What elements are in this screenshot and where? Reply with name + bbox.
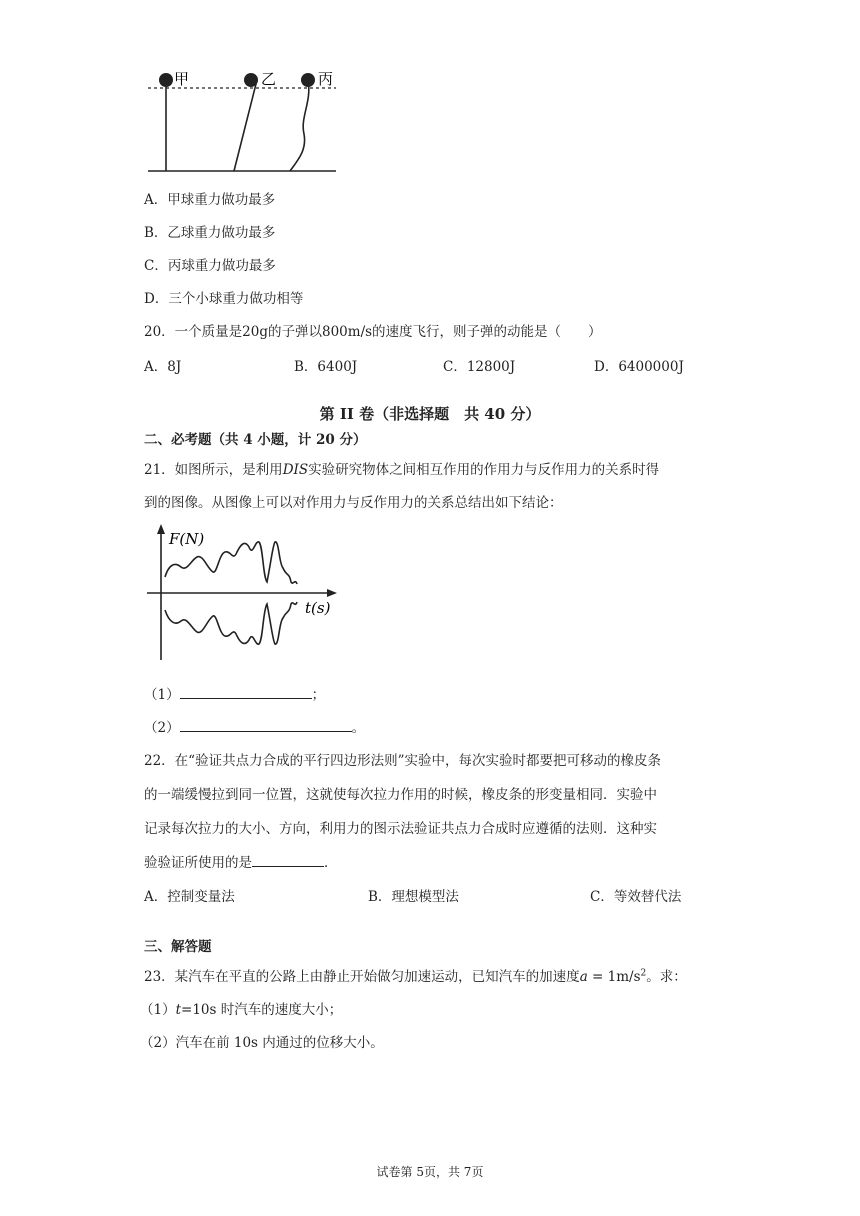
q22-option-b: B．理想模型法 xyxy=(368,889,459,905)
q22-option-a: A．控制变量法 xyxy=(144,889,235,905)
q21-line1 xyxy=(144,458,659,478)
y-axis-arrow xyxy=(157,524,165,534)
q22-line2: 的一端缓慢拉到同一位置，这就使每次拉力作用的时候，橡皮条的形变量相同．实验中 xyxy=(144,787,657,803)
q23-stem xyxy=(144,965,687,985)
page-footer: 试卷第 5页，共 7页 xyxy=(376,1165,484,1179)
label-bing: 丙 xyxy=(318,70,334,88)
q20-option-b: B．6400J xyxy=(294,359,358,375)
q21-blank1-end: ； xyxy=(311,687,326,703)
label-jia: 甲 xyxy=(174,70,190,88)
ball-yi xyxy=(244,73,258,87)
q22-blank[interactable] xyxy=(252,852,324,867)
q22-line1: 22．在“验证共点力合成的平行四边形法则”实验中，每次实验时都要把可移动的橡皮条 xyxy=(144,753,661,769)
force-graph xyxy=(145,522,345,664)
q19-option-d: D．三个小球重力做功相等 xyxy=(144,291,304,307)
section2-title: 第 II 卷（非选择题 共 40 分） xyxy=(319,405,541,423)
q23-part1 xyxy=(140,998,342,1018)
string-yi xyxy=(234,80,257,171)
q22-line4-prefix: 验验证所使用的是 xyxy=(144,855,252,871)
q21-line2: 到的图像。从图像上可以对作用力与反作用力的关系总结出如下结论： xyxy=(144,495,563,511)
q20-stem: 20．一个质量是20g的子弹以800m/s的速度飞行，则子弹的动能是（ ） xyxy=(144,324,602,340)
q21-line1-suffix: 实验研究物体之间相互作用的作用力与反作用力的关系时得 xyxy=(308,462,660,478)
q22-line3: 记录每次拉力的大小、方向，利用力的图示法验证共点力合成时应遵循的法则．这种实 xyxy=(144,821,657,837)
q21-blank2-label: （2） xyxy=(144,720,180,736)
q21-blank1[interactable] xyxy=(180,684,312,699)
label-yi: 乙 xyxy=(261,70,277,88)
q23-formula-var: a xyxy=(579,969,588,985)
q19-option-c: C．丙球重力做功最多 xyxy=(144,258,276,274)
x-axis-arrow xyxy=(327,589,337,597)
balls-figure xyxy=(140,62,340,174)
q20-option-d: D．6400000J xyxy=(594,359,684,375)
q19-option-a: A．甲球重力做功最多 xyxy=(144,192,276,208)
string-bing xyxy=(290,80,309,171)
q21-blank2-row xyxy=(144,716,365,736)
q23-stem-text: 23．某汽车在平直的公路上由静止开始做匀加速运动，已知汽车的加速度 xyxy=(144,969,580,985)
q22-line4-end: ． xyxy=(324,855,338,871)
ball-bing xyxy=(301,73,315,87)
section2-heading: 二、必考题（共 4 小题，计 20 分） xyxy=(144,432,367,448)
q19-option-b: B．乙球重力做功最多 xyxy=(144,225,276,241)
q20-option-c: C．12800J xyxy=(443,359,516,375)
q21-blank2[interactable] xyxy=(180,717,352,732)
ball-jia xyxy=(159,73,173,87)
q23-formula-exp: 2 xyxy=(640,968,647,979)
x-axis-label: t(s) xyxy=(305,599,331,617)
q21-blank1-row xyxy=(144,683,325,703)
q23-part1-var: t xyxy=(175,1002,182,1018)
y-axis-label: F(N) xyxy=(169,530,205,548)
q21-blank1-label: （1） xyxy=(144,687,180,703)
q21-dis: DIS xyxy=(282,462,309,478)
q23-part1-prefix: （1） xyxy=(140,1002,176,1018)
q22-line4 xyxy=(144,851,338,871)
q23-part2: （2）汽车在前 10s 内通过的位移大小。 xyxy=(140,1035,384,1051)
q23-part1-rest: =10s 时汽车的速度大小； xyxy=(181,1002,343,1018)
q22-option-c: C．等效替代法 xyxy=(590,889,682,905)
section3-heading: 三、解答题 xyxy=(144,939,212,955)
force-curve-lower xyxy=(165,602,297,644)
q21-line1-prefix: 21．如图所示，是利用 xyxy=(144,462,283,478)
q21-blank2-end: 。 xyxy=(351,720,366,736)
q23-stem-end: 。求： xyxy=(646,969,687,985)
force-curve-upper xyxy=(165,542,297,584)
q23-formula-rest: = 1m/s xyxy=(587,969,641,985)
q20-option-a: A．8J xyxy=(144,359,182,375)
